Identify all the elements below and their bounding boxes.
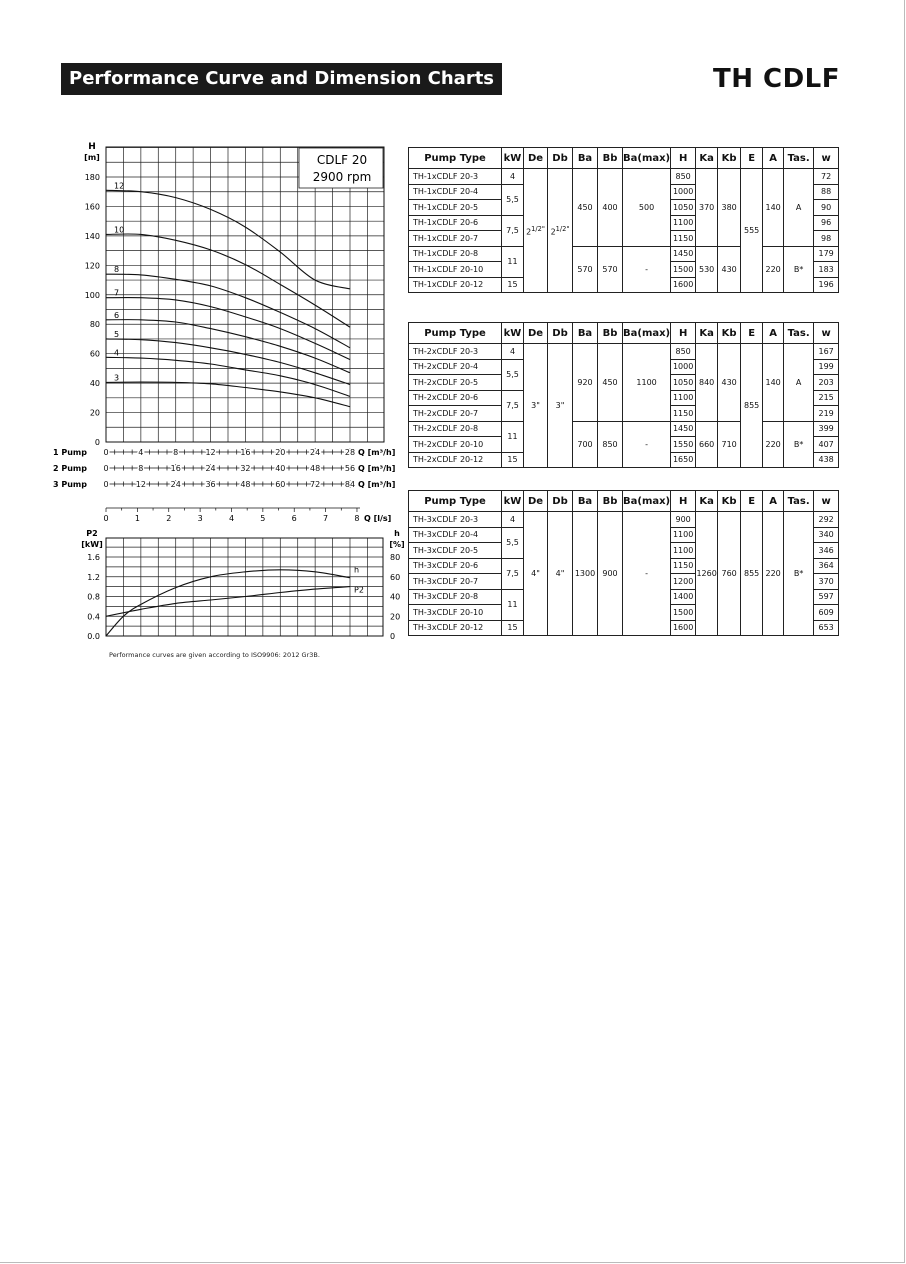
w-cell: 653 — [814, 620, 839, 636]
col-pump-type: Pump Type — [409, 323, 502, 344]
table-row — [409, 421, 839, 437]
ka-cell: 530 — [696, 246, 718, 293]
curve-label-h: h — [354, 565, 360, 575]
kw-cell: 5,5 — [502, 184, 524, 215]
col-h: H — [671, 491, 696, 512]
col-a: A — [763, 491, 784, 512]
w-cell: 167 — [814, 344, 839, 360]
bb-cell: 850 — [598, 421, 623, 468]
pump-type-cell: TH-3xCDLF 20-7 — [409, 574, 502, 590]
bb-cell: 450 — [598, 344, 623, 422]
h-cell: 1050 — [671, 200, 696, 216]
ba-cell: 450 — [573, 169, 598, 247]
q-tick-label: 48 — [310, 464, 321, 473]
w-cell: 196 — [814, 277, 839, 293]
q-tick-label: 24 — [310, 448, 321, 457]
q-scale-name: 1 Pump — [53, 448, 87, 457]
kw-cell: 7,5 — [502, 390, 524, 421]
w-cell: 438 — [814, 452, 839, 468]
pump-type-cell: TH-3xCDLF 20-6 — [409, 558, 502, 574]
ls-tick-label: 0 — [103, 514, 109, 523]
q-tick-label: 12 — [135, 480, 146, 489]
table-header-row — [409, 491, 839, 512]
w-cell: 407 — [814, 437, 839, 453]
tas-cell: A — [784, 169, 814, 247]
col-tas: Tas. — [784, 323, 814, 344]
pump-type-cell: TH-1xCDLF 20-4 — [409, 184, 502, 200]
de-cell — [524, 169, 548, 293]
eff-tick-label: 60 — [390, 572, 401, 582]
w-cell: 346 — [814, 543, 839, 559]
col-bb: Bb — [598, 491, 623, 512]
p2-tick-label: 0.0 — [87, 632, 100, 641]
q-tick-label: 24 — [170, 480, 181, 489]
q-tick-label: 32 — [240, 464, 251, 473]
p2-tick-label: 1.6 — [87, 553, 100, 562]
de-whole: 2 — [526, 227, 532, 237]
ka-cell: 840 — [696, 344, 718, 422]
col-db: Db — [548, 148, 573, 169]
q-scale-3 — [53, 480, 395, 489]
kw-cell: 4 — [502, 169, 524, 185]
q-tick-label: 36 — [205, 480, 216, 489]
kw-cell: 11 — [502, 589, 524, 620]
e-cell: 855 — [741, 344, 763, 468]
ka-cell: 370 — [696, 169, 718, 247]
h-cell: 1100 — [671, 390, 696, 406]
eff-axis-label: h — [394, 529, 400, 538]
h-cell: 1500 — [671, 262, 696, 278]
col-ba: Ba — [573, 148, 598, 169]
eff-tick-label: 40 — [390, 592, 401, 602]
a-cell: 140 — [763, 344, 784, 422]
table-header-row — [409, 148, 839, 169]
pump-type-cell: TH-1xCDLF 20-12 — [409, 277, 502, 293]
footnote: Performance curves are given according to ISO9906: 2012 Gr3B. — [109, 651, 320, 659]
q-tick-label: 28 — [344, 448, 356, 457]
col-e: E — [741, 491, 763, 512]
curve-label-6: 6 — [114, 310, 120, 320]
curve-label-7: 7 — [114, 288, 120, 298]
col-ba: Ba — [573, 491, 598, 512]
ls-scale-unit: Q [l/s] — [364, 514, 392, 523]
chart-subtitle: 2900 rpm — [312, 170, 372, 184]
dimension-table-2x — [408, 322, 839, 468]
col-pump-type: Pump Type — [409, 148, 502, 169]
h-cell: 850 — [671, 344, 696, 360]
h-cell: 1650 — [671, 452, 696, 468]
ba-cell: 1300 — [573, 512, 598, 636]
w-cell: 597 — [814, 589, 839, 605]
e-cell: 855 — [741, 512, 763, 636]
curve-label-4: 4 — [114, 348, 120, 358]
db-cell: 4" — [548, 512, 573, 636]
q-tick-label: 84 — [344, 480, 356, 489]
kw-cell: 15 — [502, 620, 524, 636]
h-cell: 1100 — [671, 215, 696, 231]
y-axis-label: H — [88, 142, 96, 152]
w-cell: 199 — [814, 359, 839, 375]
h-cell: 1000 — [671, 184, 696, 200]
bamax-cell: - — [623, 421, 671, 468]
col-ka: Ka — [696, 323, 718, 344]
col-de: De — [524, 491, 548, 512]
h-q-labels — [53, 142, 395, 523]
w-cell: 609 — [814, 605, 839, 621]
q-tick-label: 0 — [103, 464, 109, 473]
w-cell: 96 — [814, 215, 839, 231]
col-db: Db — [548, 323, 573, 344]
tas-cell: A — [784, 344, 814, 422]
ls-tick-label: 1 — [134, 514, 140, 523]
curve-label-12: 12 — [114, 181, 125, 191]
w-cell: 219 — [814, 406, 839, 422]
table-row — [409, 512, 839, 528]
eff-axis-unit: [%] — [389, 540, 405, 549]
de-cell: 3" — [524, 344, 548, 468]
col-tas: Tas. — [784, 491, 814, 512]
db-fraction: 1/2" — [555, 224, 570, 233]
q-tick-label: 24 — [205, 464, 216, 473]
h-cell: 1600 — [671, 277, 696, 293]
kw-cell: 11 — [502, 421, 524, 452]
w-cell: 179 — [814, 246, 839, 262]
db-cell: 3" — [548, 344, 573, 468]
q-scale-unit: Q [m³/h] — [358, 448, 396, 457]
col-bb: Bb — [598, 148, 623, 169]
w-cell: 399 — [814, 421, 839, 437]
q-scale-name: 3 Pump — [53, 480, 87, 489]
h-cell: 850 — [671, 169, 696, 185]
h-cell: 1450 — [671, 246, 696, 262]
col-kw: kW — [502, 491, 524, 512]
kw-cell: 15 — [502, 277, 524, 293]
q-scale-unit: Q [m³/h] — [358, 480, 396, 489]
pump-type-cell: TH-1xCDLF 20-10 — [409, 262, 502, 278]
h-cell: 1400 — [671, 589, 696, 605]
col-ba: Ba — [573, 323, 598, 344]
col-h: H — [671, 323, 696, 344]
pump-type-cell: TH-1xCDLF 20-7 — [409, 231, 502, 247]
col-w: w — [814, 323, 839, 344]
dimension-table-3x — [408, 490, 839, 636]
pump-type-cell: TH-2xCDLF 20-8 — [409, 421, 502, 437]
q-tick-label: 4 — [138, 448, 144, 457]
kb-cell: 430 — [718, 344, 741, 422]
eff-tick-label: 0 — [390, 632, 396, 641]
col-ka: Ka — [696, 148, 718, 169]
bb-cell: 900 — [598, 512, 623, 636]
power-labels — [81, 529, 404, 641]
page-title: Performance Curve and Dimension Charts — [61, 63, 502, 95]
de-cell: 4" — [524, 512, 548, 636]
w-cell: 215 — [814, 390, 839, 406]
db-whole: 2 — [550, 227, 556, 237]
col-bamax: Ba(max) — [623, 491, 671, 512]
col-kw: kW — [502, 148, 524, 169]
y-tick-label: 20 — [89, 408, 100, 418]
q-tick-label: 40 — [275, 464, 286, 473]
col-e: E — [741, 323, 763, 344]
de-fraction: 1/2" — [531, 224, 545, 233]
curve-label-p2: P2 — [354, 585, 364, 595]
kw-cell: 7,5 — [502, 215, 524, 246]
p2-axis-unit: [kW] — [81, 540, 103, 549]
a-cell: 220 — [763, 421, 784, 468]
col-bamax: Ba(max) — [623, 148, 671, 169]
col-de: De — [524, 148, 548, 169]
kw-cell: 7,5 — [502, 558, 524, 589]
p2-axis-label: P2 — [86, 529, 98, 538]
w-cell: 292 — [814, 512, 839, 528]
y-tick-label: 40 — [89, 379, 100, 389]
ls-tick-label: 6 — [291, 514, 297, 523]
table-row — [409, 246, 839, 262]
table-row — [409, 344, 839, 360]
ba-cell: 570 — [573, 246, 598, 293]
h-cell: 1000 — [671, 359, 696, 375]
kw-cell: 4 — [502, 512, 524, 528]
ls-tick-label: 2 — [166, 514, 172, 523]
col-bamax: Ba(max) — [623, 323, 671, 344]
tas-cell: B* — [784, 421, 814, 468]
col-e: E — [741, 148, 763, 169]
q-tick-label: 8 — [138, 464, 144, 473]
q-tick-label: 8 — [173, 448, 179, 457]
eff-tick-label: 20 — [390, 612, 401, 622]
pump-type-cell: TH-1xCDLF 20-5 — [409, 200, 502, 216]
col-kw: kW — [502, 323, 524, 344]
bb-cell: 570 — [598, 246, 623, 293]
ls-tick-label: 3 — [197, 514, 203, 523]
col-ka: Ka — [696, 491, 718, 512]
pump-type-cell: TH-1xCDLF 20-6 — [409, 215, 502, 231]
q-tick-label: 20 — [275, 448, 286, 457]
pump-type-cell: TH-3xCDLF 20-3 — [409, 512, 502, 528]
w-cell: 88 — [814, 184, 839, 200]
y-tick-label: 60 — [89, 349, 100, 359]
kw-cell: 5,5 — [502, 527, 524, 558]
q-tick-label: 60 — [275, 480, 286, 489]
bamax-cell: 1100 — [623, 344, 671, 422]
pump-type-cell: TH-3xCDLF 20-4 — [409, 527, 502, 543]
w-cell: 183 — [814, 262, 839, 278]
a-cell: 140 — [763, 169, 784, 247]
curve-label-5: 5 — [114, 329, 120, 339]
y-tick-label: 0 — [94, 438, 100, 447]
pump-type-cell: TH-3xCDLF 20-5 — [409, 543, 502, 559]
ba-cell: 700 — [573, 421, 598, 468]
col-kb: Kb — [718, 148, 741, 169]
y-tick-label: 140 — [84, 231, 100, 241]
h-cell: 1450 — [671, 421, 696, 437]
h-cell: 1100 — [671, 527, 696, 543]
col-tas: Tas. — [784, 148, 814, 169]
pump-type-cell: TH-2xCDLF 20-4 — [409, 359, 502, 375]
pump-type-cell: TH-3xCDLF 20-8 — [409, 589, 502, 605]
kw-cell: 5,5 — [502, 359, 524, 390]
brand-title: TH CDLF — [712, 64, 840, 94]
w-cell: 90 — [814, 200, 839, 216]
kb-cell: 710 — [718, 421, 741, 468]
q-tick-label: 0 — [103, 448, 109, 457]
pump-type-cell: TH-1xCDLF 20-3 — [409, 169, 502, 185]
h-cell: 1500 — [671, 605, 696, 621]
y-tick-label: 100 — [84, 290, 100, 300]
ka-cell: 660 — [696, 421, 718, 468]
bb-cell: 400 — [598, 169, 623, 247]
h-cell: 1150 — [671, 231, 696, 247]
pump-type-cell: TH-2xCDLF 20-5 — [409, 375, 502, 391]
w-cell: 98 — [814, 231, 839, 247]
p2-tick-label: 0.8 — [87, 592, 100, 602]
col-h: H — [671, 148, 696, 169]
kb-cell: 380 — [718, 169, 741, 247]
h-cell: 1150 — [671, 558, 696, 574]
q-tick-label: 72 — [310, 480, 321, 489]
col-a: A — [763, 148, 784, 169]
h-cell: 1600 — [671, 620, 696, 636]
p2-tick-label: 1.2 — [87, 572, 100, 582]
curve-label-3: 3 — [114, 373, 120, 383]
curve-label-8: 8 — [114, 265, 120, 275]
table-row — [409, 169, 839, 185]
y-tick-label: 180 — [84, 173, 100, 182]
a-cell: 220 — [763, 512, 784, 636]
h-cell: 1200 — [671, 574, 696, 590]
eff-tick-label: 80 — [390, 553, 401, 562]
h-cell: 900 — [671, 512, 696, 528]
y-tick-label: 80 — [89, 320, 100, 330]
q-scale-1 — [53, 448, 395, 457]
w-cell: 364 — [814, 558, 839, 574]
y-tick-label: 120 — [84, 261, 100, 271]
pump-type-cell: TH-2xCDLF 20-3 — [409, 344, 502, 360]
w-cell: 340 — [814, 527, 839, 543]
h-cell: 1150 — [671, 406, 696, 422]
col-db: Db — [548, 491, 573, 512]
h-cell: 1550 — [671, 437, 696, 453]
tas-cell: B* — [784, 512, 814, 636]
pump-type-cell: TH-2xCDLF 20-6 — [409, 390, 502, 406]
table-header-row — [409, 323, 839, 344]
col-pump-type: Pump Type — [409, 491, 502, 512]
kb-cell: 430 — [718, 246, 741, 293]
bamax-cell: - — [623, 246, 671, 293]
w-cell: 72 — [814, 169, 839, 185]
db-cell — [548, 169, 573, 293]
ls-tick-label: 4 — [228, 514, 235, 523]
bamax-cell: - — [623, 512, 671, 636]
pump-type-cell: TH-2xCDLF 20-12 — [409, 452, 502, 468]
col-kb: Kb — [718, 323, 741, 344]
ka-cell: 1260 — [696, 512, 718, 636]
col-kb: Kb — [718, 491, 741, 512]
q-tick-label: 12 — [205, 448, 216, 457]
kw-cell: 4 — [502, 344, 524, 360]
col-bb: Bb — [598, 323, 623, 344]
ba-cell: 920 — [573, 344, 598, 422]
q-tick-label: 16 — [170, 464, 181, 473]
w-cell: 370 — [814, 574, 839, 590]
q-tick-label: 0 — [103, 480, 109, 489]
dimension-table-1x — [408, 147, 839, 293]
kw-cell: 11 — [502, 246, 524, 277]
h-cell: 1100 — [671, 543, 696, 559]
ls-tick-label: 5 — [260, 514, 266, 523]
curve-label-10: 10 — [114, 225, 125, 235]
col-w: w — [814, 491, 839, 512]
pump-type-cell: TH-3xCDLF 20-10 — [409, 605, 502, 621]
bamax-cell: 500 — [623, 169, 671, 247]
y-tick-label: 160 — [84, 202, 100, 212]
kb-cell: 760 — [718, 512, 741, 636]
q-scale-name: 2 Pump — [53, 464, 87, 473]
y-axis-unit: [m] — [84, 153, 100, 162]
col-a: A — [763, 323, 784, 344]
ls-tick-label: 7 — [323, 514, 329, 523]
w-cell: 203 — [814, 375, 839, 391]
a-cell: 220 — [763, 246, 784, 293]
q-tick-label: 16 — [240, 448, 251, 457]
tas-cell: B* — [784, 246, 814, 293]
pump-type-cell: TH-2xCDLF 20-7 — [409, 406, 502, 422]
col-w: w — [814, 148, 839, 169]
q-tick-label: 56 — [344, 464, 356, 473]
pump-type-cell: TH-3xCDLF 20-12 — [409, 620, 502, 636]
h-cell: 1050 — [671, 375, 696, 391]
q-scale-2 — [53, 464, 395, 473]
pump-type-cell: TH-2xCDLF 20-10 — [409, 437, 502, 453]
pump-type-cell: TH-1xCDLF 20-8 — [409, 246, 502, 262]
kw-cell: 15 — [502, 452, 524, 468]
ls-tick-label: 8 — [354, 514, 360, 523]
e-cell: 555 — [741, 169, 763, 293]
q-tick-label: 48 — [240, 480, 251, 489]
p2-tick-label: 0.4 — [87, 612, 100, 622]
col-de: De — [524, 323, 548, 344]
h-q-grid — [106, 147, 384, 442]
chart-title: CDLF 20 — [316, 153, 368, 167]
q-scale-unit: Q [m³/h] — [358, 464, 396, 473]
